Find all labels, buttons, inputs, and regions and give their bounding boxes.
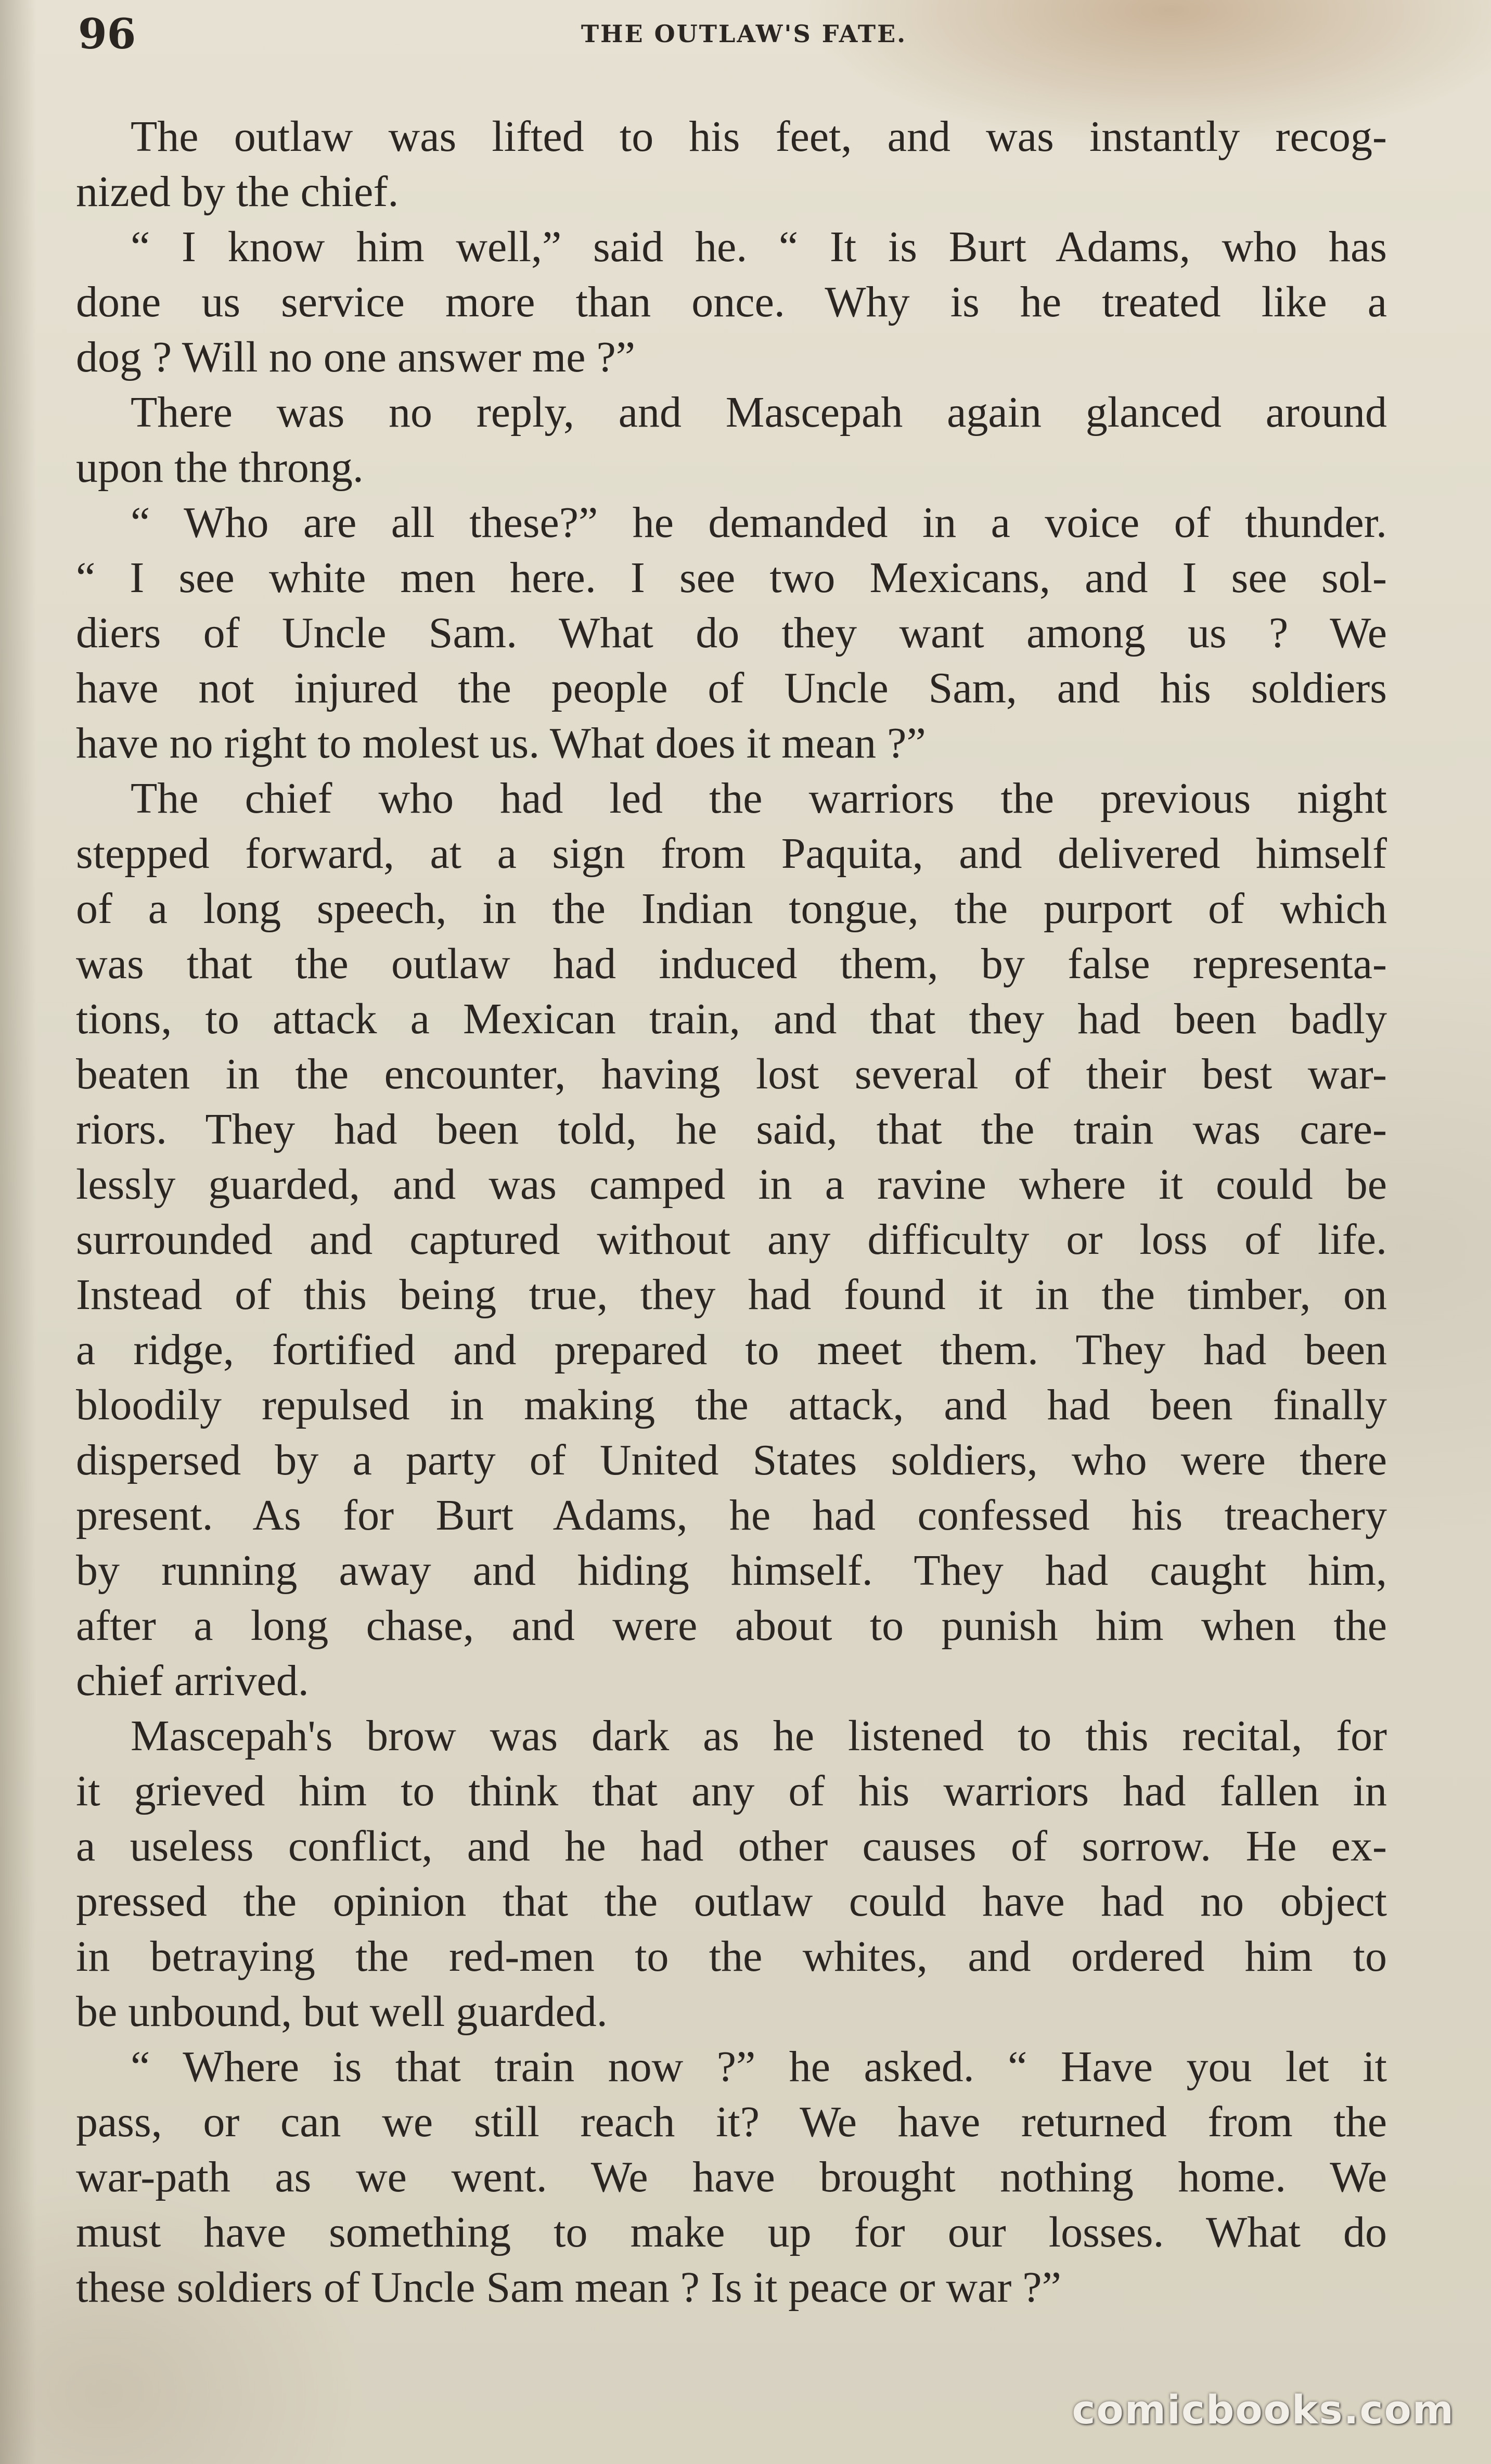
text-line: dispersed by a party of United States soldiers, who were there [76, 1436, 1387, 1484]
text-line: have no right to molest us. What does it mean ?” [76, 719, 926, 767]
text-line: chief arrived. [76, 1657, 309, 1705]
text-line: “ Who are all these?” he demanded in a voice of thunder. [131, 498, 1387, 547]
text-line: a ridge, fortified and prepared to meet them. They had been [76, 1326, 1387, 1374]
text-line: in betraying the red-men to the whites, and ordered him to [76, 1932, 1387, 1981]
binding-shadow [0, 0, 36, 2464]
running-head [78, 5, 1410, 62]
text-line: “ I know him well,” said he. “ It is Burt Adams, who has [131, 223, 1387, 271]
text-line: a useless conflict, and he had other causes of sorrow. He ex- [76, 1822, 1387, 1870]
text-line: beaten in the encounter, having lost several of their best war- [76, 1050, 1387, 1098]
text-line: be unbound, but well guarded. [76, 1987, 608, 2036]
running-title: THE OUTLAW'S FATE. [581, 20, 907, 48]
text-line: tions, to attack a Mexican train, and that they had been badly [76, 995, 1387, 1043]
text-line: stepped forward, at a sign from Paquita, and delivered himself [76, 829, 1387, 878]
text-line: There was no reply, and Mascepah again glanced around [131, 388, 1387, 437]
text-line: upon the throng. [76, 443, 364, 492]
text-line: of a long speech, in the Indian tongue, the purport of which [76, 884, 1387, 933]
text-line: war-path as we went. We have brought nothing home. We [76, 2153, 1387, 2201]
text-line: pass, or can we still reach it? We have returned from the [76, 2098, 1387, 2146]
body-text [76, 109, 1387, 2315]
text-line: by running away and hiding himself. They had caught him, [76, 1546, 1387, 1595]
text-line: done us service more than once. Why is he treated like a [76, 278, 1387, 326]
text-line: Mascepah's brow was dark as he listened to this recital, for [131, 1712, 1387, 1760]
text-line: was that the outlaw had induced them, by false representa- [76, 940, 1387, 988]
text-line: must have something to make up for our losses. What do [76, 2208, 1387, 2256]
text-line: “ I see white men here. I see two Mexicans, and I see sol- [76, 554, 1387, 602]
text-line: these soldiers of Uncle Sam mean ? Is it peace or war ?” [76, 2263, 1061, 2312]
text-line: The outlaw was lifted to his feet, and was instantly recog- [131, 112, 1387, 161]
text-line: bloodily repulsed in making the attack, and had been finally [76, 1381, 1387, 1429]
text-line: Instead of this being true, they had found it in the timber, on [76, 1270, 1387, 1319]
text-line: dog ? Will no one answer me ?” [76, 333, 636, 381]
watermark: comicbooks.com [1072, 2386, 1455, 2433]
text-line: nized by the chief. [76, 168, 399, 216]
text-line: have not injured the people of Uncle Sam, and his soldiers [76, 664, 1387, 712]
text-line: lessly guarded, and was camped in a ravine where it could be [76, 1160, 1387, 1209]
text-line: riors. They had been told, he said, that the train was care- [76, 1105, 1387, 1153]
text-line: after a long chase, and were about to punish him when the [76, 1601, 1387, 1650]
text-line: pressed the opinion that the outlaw could have had no object [76, 1877, 1387, 1926]
text-line: diers of Uncle Sam. What do they want among us ? We [76, 609, 1387, 657]
text-line: present. As for Burt Adams, he had confessed his treachery [76, 1491, 1387, 1539]
text-line: “ Where is that train now ?” he asked. “ Have you let it [131, 2043, 1387, 2091]
text-line: surrounded and captured without any difficulty or loss of life. [76, 1215, 1387, 1264]
text-line: it grieved him to think that any of his warriors had fallen in [76, 1767, 1387, 1815]
text-line: The chief who had led the warriors the previous night [131, 774, 1387, 823]
page-number: 96 [78, 9, 136, 58]
